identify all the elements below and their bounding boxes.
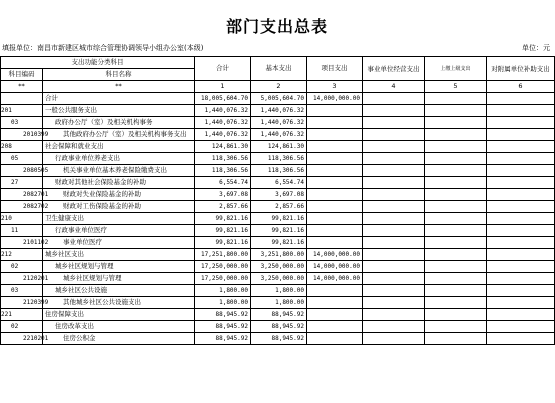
row-basic: 1,800.00 [251,285,307,297]
row-subsidy-lower [487,165,555,177]
row-subsidy-lower [487,225,555,237]
row-subsidy-upper [425,333,487,345]
row-subsidy-upper [425,273,487,285]
row-enterprise [363,165,425,177]
row-project: 14,000,000.00 [307,273,363,285]
row-basic: 6,554.74 [251,177,307,189]
row-enterprise [363,249,425,261]
row-name: 住房改革支出 [43,321,195,333]
row-name: 一般公共服务支出 [43,105,195,117]
row-subsidy-upper [425,285,487,297]
row-name: 其他政府办公厅（室）及相关机构事务支出 [43,129,195,141]
row-subsidy-upper [425,297,487,309]
row-code: 2120201 [1,273,43,285]
row-total: 88,945.92 [195,321,251,333]
row-enterprise [363,141,425,153]
row-code: 2210201 [1,333,43,345]
row-name: 城乡社区支出 [43,249,195,261]
index-cell: ** [1,81,43,93]
row-subsidy-upper [425,93,487,105]
header-basic: 基本支出 [251,57,307,81]
index-cell: ** [43,81,195,93]
row-code: 02 [1,261,43,273]
header-subsidy-lower: 对附属单位补助支出 [487,57,555,81]
row-total: 88,945.92 [195,333,251,345]
row-project [307,285,363,297]
row-code: 05 [1,153,43,165]
row-name: 行政事业单位医疗 [43,225,195,237]
table-row [1,93,555,105]
header-function-category: 支出功能分类科目 [1,57,195,69]
row-enterprise [363,201,425,213]
table-row [1,297,555,309]
row-code: 212 [1,249,43,261]
row-subsidy-lower [487,189,555,201]
row-enterprise [363,189,425,201]
row-enterprise [363,273,425,285]
row-subsidy-lower [487,285,555,297]
reporting-unit: 填报单位：南昌市新建区城市综合管理协调领导小组办公室(本级) [2,44,204,52]
row-basic: 99,821.16 [251,213,307,225]
row-code [1,93,43,105]
row-subsidy-upper [425,153,487,165]
row-project [307,153,363,165]
row-total: 17,251,800.00 [195,249,251,261]
row-total: 1,440,076.32 [195,117,251,129]
row-subsidy-upper [425,261,487,273]
row-total: 17,250,000.00 [195,273,251,285]
row-enterprise [363,333,425,345]
row-code: 27 [1,177,43,189]
row-subsidy-lower [487,117,555,129]
row-subsidy-upper [425,117,487,129]
header-enterprise: 事业单位经营支出 [363,57,425,81]
row-basic: 5,005,604.70 [251,93,307,105]
row-subsidy-upper [425,249,487,261]
table-row [1,225,555,237]
row-subsidy-lower [487,213,555,225]
row-total: 99,821.16 [195,213,251,225]
table-row [1,117,555,129]
row-subsidy-upper [425,177,487,189]
row-project: 14,000,000.00 [307,249,363,261]
row-basic: 118,306.56 [251,153,307,165]
row-enterprise [363,105,425,117]
row-name: 事业单位医疗 [43,237,195,249]
row-code: 2082702 [1,201,43,213]
row-total: 1,440,076.32 [195,129,251,141]
row-subsidy-upper [425,141,487,153]
header-code: 科目编码 [1,69,43,81]
row-name: 合计 [43,93,195,105]
row-code: 03 [1,117,43,129]
row-code: 2101102 [1,237,43,249]
row-project [307,165,363,177]
row-subsidy-upper [425,189,487,201]
row-project [307,105,363,117]
row-total: 99,821.16 [195,225,251,237]
row-basic: 118,306.56 [251,165,307,177]
row-basic: 3,250,000.00 [251,273,307,285]
row-basic: 1,440,076.32 [251,117,307,129]
table-row [1,141,555,153]
index-cell: 1 [195,81,251,93]
row-subsidy-lower [487,309,555,321]
row-subsidy-lower [487,129,555,141]
row-project [307,201,363,213]
row-total: 1,800.00 [195,285,251,297]
row-name: 住房公积金 [43,333,195,345]
row-subsidy-lower [487,237,555,249]
row-enterprise [363,117,425,129]
row-total: 2,857.66 [195,201,251,213]
row-enterprise [363,213,425,225]
row-total: 99,821.16 [195,237,251,249]
row-code: 2010399 [1,129,43,141]
table-row [1,273,555,285]
row-project [307,213,363,225]
table-row [1,261,555,273]
report-title: 部门支出总表 [225,17,328,36]
row-project [307,225,363,237]
row-total: 118,306.56 [195,153,251,165]
row-total: 6,554.74 [195,177,251,189]
row-enterprise [363,129,425,141]
row-subsidy-upper [425,201,487,213]
row-project: 14,000,000.00 [307,261,363,273]
expenditure-table [0,56,555,345]
row-name: 财政对失业保险基金的补助 [43,189,195,201]
row-basic: 1,800.00 [251,297,307,309]
index-cell: 6 [487,81,555,93]
row-name: 卫生健康支出 [43,213,195,225]
row-subsidy-upper [425,225,487,237]
row-subsidy-upper [425,321,487,333]
row-code: 2082701 [1,189,43,201]
row-subsidy-lower [487,261,555,273]
row-subsidy-lower [487,93,555,105]
row-enterprise [363,297,425,309]
row-basic: 1,440,076.32 [251,105,307,117]
row-total: 18,005,604.70 [195,93,251,105]
table-row [1,105,555,117]
index-cell: 3 [307,81,363,93]
row-total: 17,250,000.00 [195,261,251,273]
row-subsidy-lower [487,297,555,309]
row-name: 城乡社区规划与管理 [43,273,195,285]
row-basic: 88,945.92 [251,321,307,333]
row-subsidy-upper [425,105,487,117]
row-basic: 3,697.08 [251,189,307,201]
row-project [307,333,363,345]
row-enterprise [363,309,425,321]
row-name: 财政对其他社会保险基金的补助 [43,177,195,189]
row-subsidy-upper [425,309,487,321]
row-subsidy-lower [487,273,555,285]
row-subsidy-upper [425,129,487,141]
row-enterprise [363,321,425,333]
row-name: 政府办公厅（室）及相关机构事务 [43,117,195,129]
row-code: 11 [1,225,43,237]
row-name: 财政对工伤保险基金的补助 [43,201,195,213]
row-total: 118,306.56 [195,165,251,177]
row-basic: 124,861.30 [251,141,307,153]
row-subsidy-lower [487,177,555,189]
row-total: 1,800.00 [195,297,251,309]
index-cell: 5 [425,81,487,93]
table-row [1,309,555,321]
row-name: 行政事业单位养老支出 [43,153,195,165]
table-body [1,93,555,345]
row-name: 城乡社区规划与管理 [43,261,195,273]
row-enterprise [363,225,425,237]
row-code: 210 [1,213,43,225]
row-project [307,321,363,333]
row-code: 2080505 [1,165,43,177]
row-code: 221 [1,309,43,321]
row-total: 124,861.30 [195,141,251,153]
header-subsidy-upper: 上缴上级支出 [425,57,487,81]
row-name: 社会保障和就业支出 [43,141,195,153]
currency-unit: 单位：元 [522,44,550,52]
row-basic: 88,945.92 [251,333,307,345]
table-row [1,153,555,165]
row-code: 2120399 [1,297,43,309]
row-subsidy-lower [487,153,555,165]
row-name: 机关事业单位基本养老保险缴费支出 [43,165,195,177]
row-enterprise [363,93,425,105]
table-row [1,189,555,201]
row-subsidy-lower [487,141,555,153]
row-project [307,237,363,249]
row-project [307,189,363,201]
row-enterprise [363,177,425,189]
header-total: 合计 [195,57,251,81]
row-subsidy-upper [425,213,487,225]
row-project [307,117,363,129]
row-basic: 3,250,000.00 [251,261,307,273]
row-subsidy-lower [487,249,555,261]
row-enterprise [363,261,425,273]
row-total: 3,697.08 [195,189,251,201]
row-code: 02 [1,321,43,333]
row-name: 城乡社区公共设施 [43,285,195,297]
row-subsidy-lower [487,321,555,333]
row-basic: 99,821.16 [251,237,307,249]
header-name: 科目名称 [43,69,195,81]
row-code: 208 [1,141,43,153]
row-subsidy-upper [425,237,487,249]
table-row [1,213,555,225]
row-basic: 88,945.92 [251,309,307,321]
row-code: 201 [1,105,43,117]
row-subsidy-lower [487,201,555,213]
table-row [1,237,555,249]
row-project [307,177,363,189]
row-enterprise [363,285,425,297]
row-subsidy-lower [487,333,555,345]
row-name: 其他城乡社区公共设施支出 [43,297,195,309]
header-project: 项目支出 [307,57,363,81]
table-row [1,333,555,345]
row-project [307,297,363,309]
table-row [1,129,555,141]
row-project [307,129,363,141]
row-subsidy-lower [487,105,555,117]
row-basic: 3,251,800.00 [251,249,307,261]
row-basic: 2,857.66 [251,201,307,213]
row-code: 03 [1,285,43,297]
row-project [307,309,363,321]
row-basic: 1,440,076.32 [251,129,307,141]
table-row [1,285,555,297]
row-enterprise [363,237,425,249]
row-subsidy-upper [425,165,487,177]
table-row [1,165,555,177]
table-row [1,177,555,189]
row-basic: 99,821.16 [251,225,307,237]
row-total: 1,440,076.32 [195,105,251,117]
row-total: 88,945.92 [195,309,251,321]
index-cell: 2 [251,81,307,93]
table-row [1,321,555,333]
row-name: 住房保障支出 [43,309,195,321]
table-row [1,201,555,213]
index-cell: 4 [363,81,425,93]
table-row [1,249,555,261]
row-project [307,141,363,153]
row-project: 14,000,000.00 [307,93,363,105]
row-enterprise [363,153,425,165]
